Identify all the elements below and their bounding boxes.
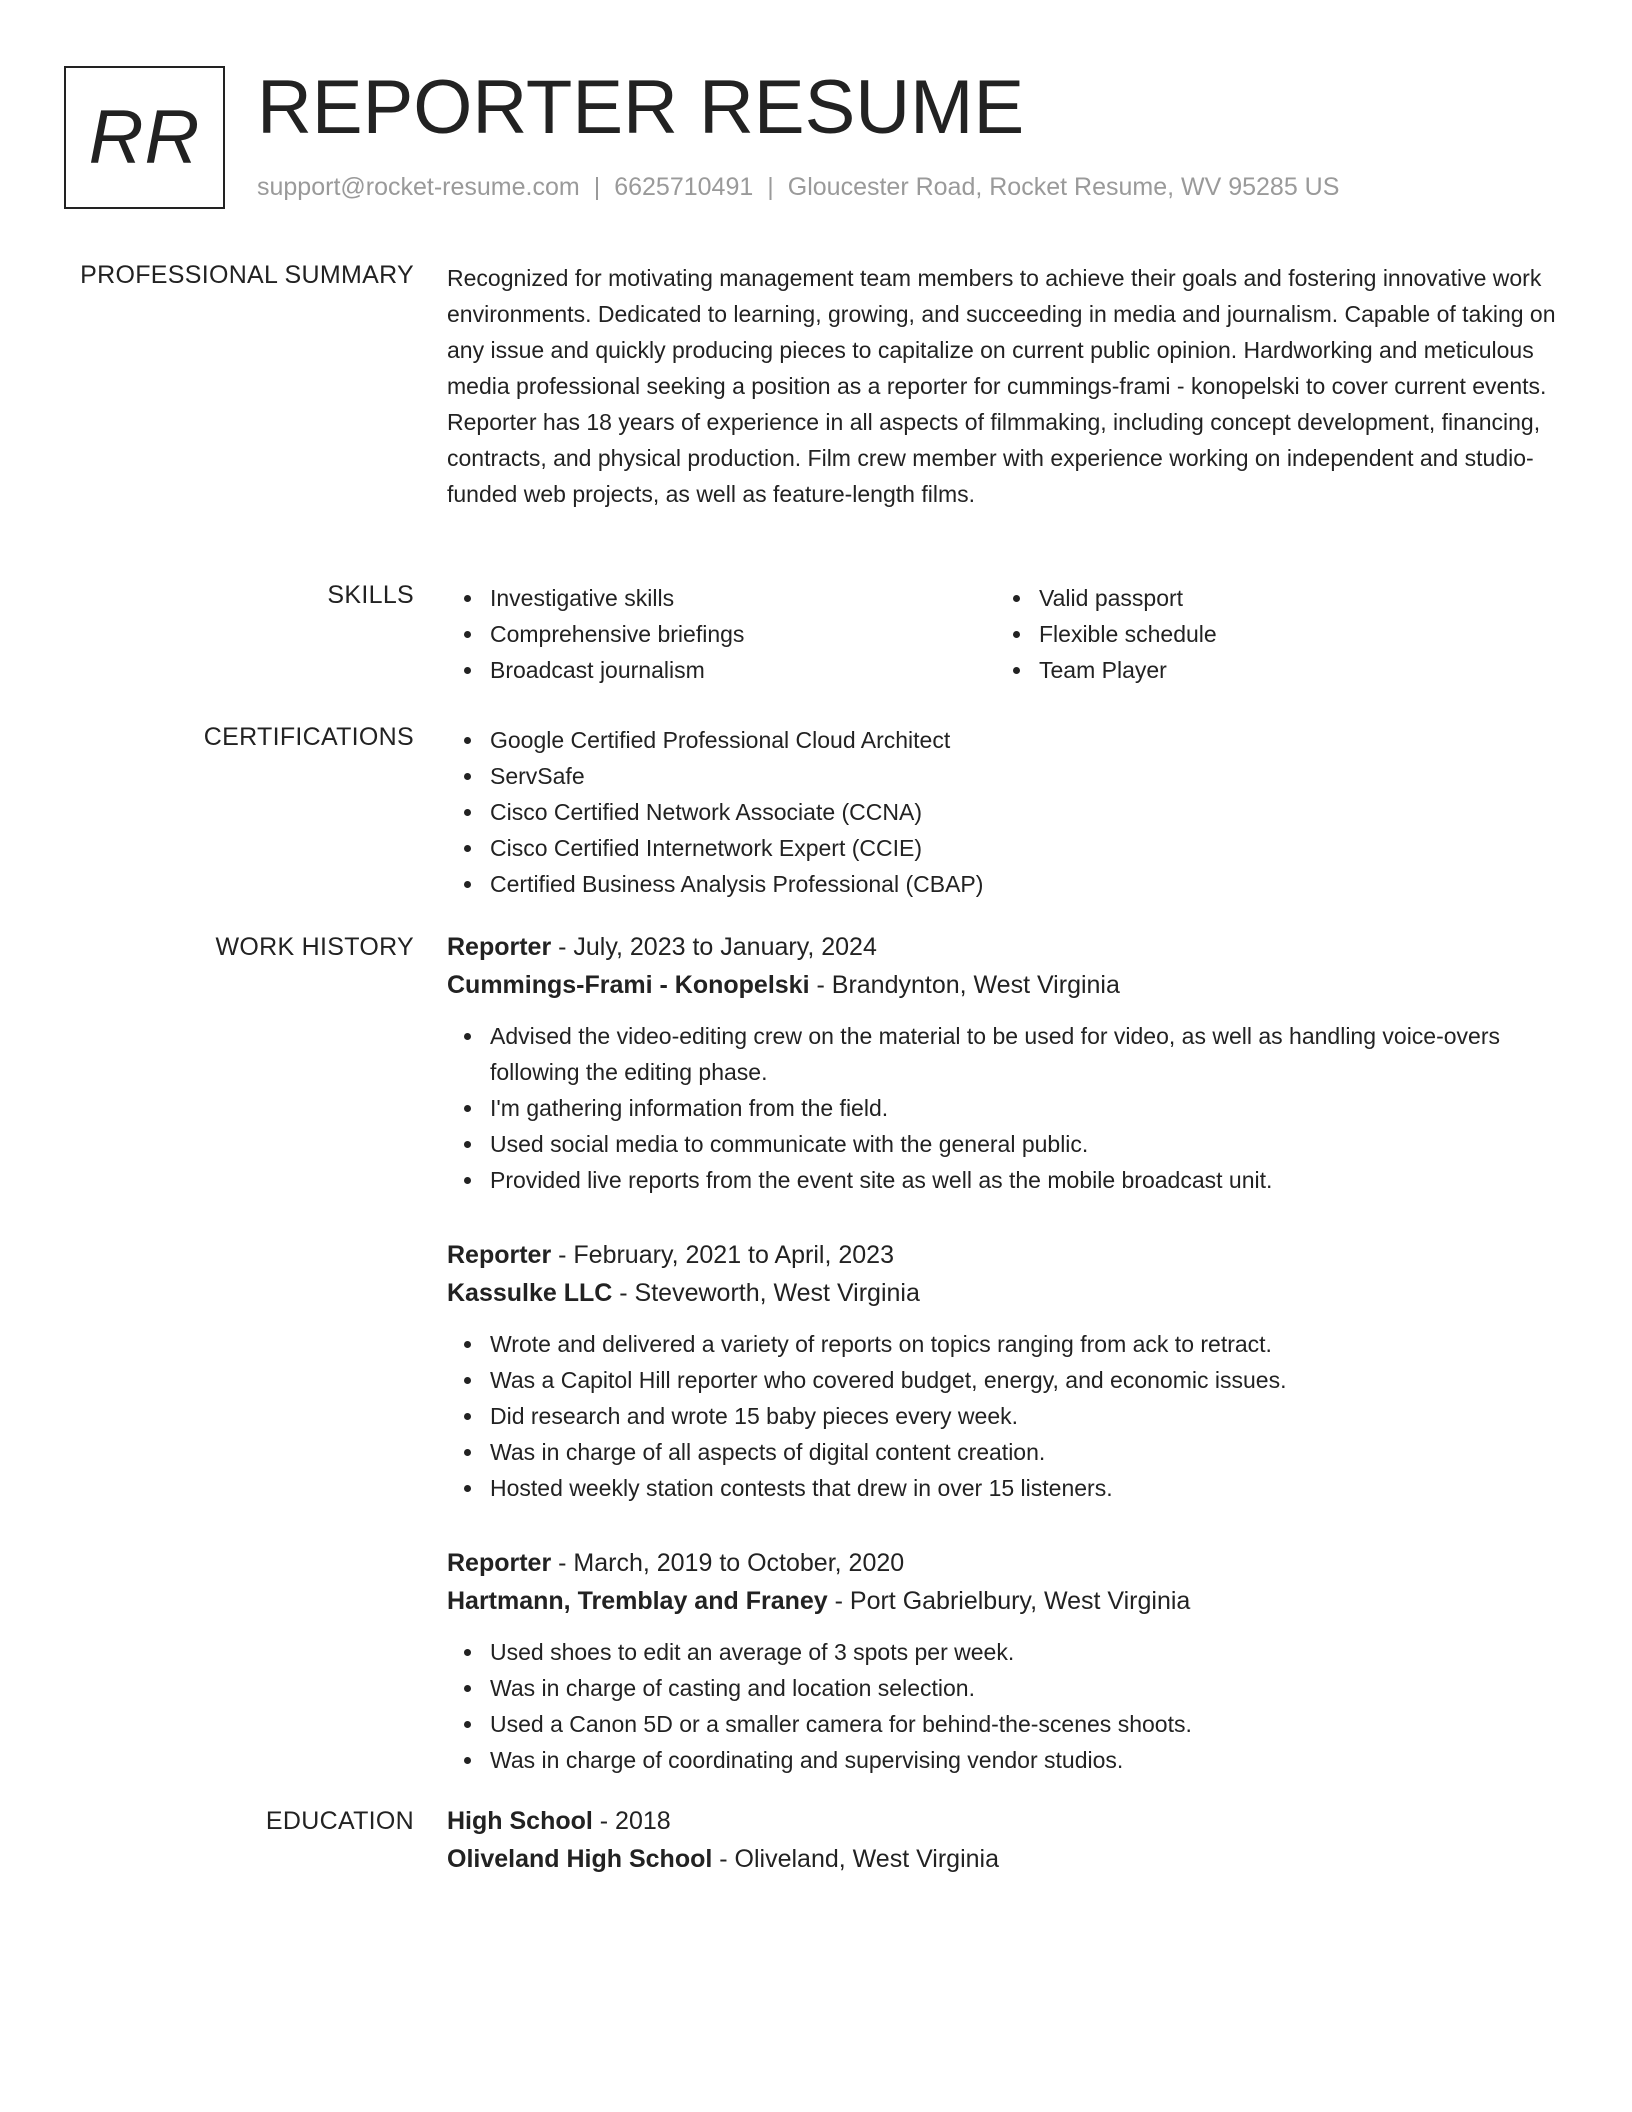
education-degree-line [447, 1802, 1567, 1840]
certifications-content [447, 722, 1567, 902]
job-company: Cummings-Frami - Konopelski [447, 971, 810, 999]
job-company-line [447, 966, 1567, 1004]
job-company: Hartmann, Tremblay and Franey [447, 1587, 828, 1615]
job-location: - Brandynton, West Virginia [809, 971, 1120, 999]
summary-text: Recognized for motivating management team members to achieve their goals and fostering innovative work environments. Dedicated to learning, growing, and succeeding in media and journalism. Capable of taking on any issue and quickly producing pieces to capitalize on current public opinion. Hardworking and meticulous media professional seeking a position as a reporter for cummings-frami - konopelski to cover current events. Reporter has 18 years of experience in all aspects of filmmaking, including concept development, financing, contracts, and physical production. Film crew member with experience working on independent and studio-funded web projects, as well as feature-length films. [447, 265, 1556, 507]
job-company: Kassulke LLC [447, 1279, 613, 1307]
job-dates: - July, 2023 to January, 2024 [551, 933, 877, 961]
certification-item: ServSafe [447, 758, 1567, 794]
skill-item: Team Player [996, 652, 1545, 688]
education-year: - 2018 [592, 1807, 671, 1835]
job-bullet: Used shoes to edit an average of 3 spots per week. [447, 1634, 1567, 1670]
skill-item: Investigative skills [447, 580, 996, 616]
job-entry [447, 1544, 1567, 1778]
skills-label: SKILLS [327, 581, 414, 609]
job-bullet: Was in charge of casting and location selection. [447, 1670, 1567, 1706]
contact-phone: 6625710491 [614, 173, 754, 201]
job-bullet: Wrote and delivered a variety of reports on topics ranging from ack to retract. [447, 1326, 1567, 1362]
job-dates: - March, 2019 to October, 2020 [551, 1549, 905, 1577]
job-bullets [447, 1018, 1567, 1198]
skill-item: Valid passport [996, 580, 1545, 616]
skills-content [447, 580, 1567, 688]
skills-column-1 [447, 580, 996, 688]
education-label: EDUCATION [265, 1807, 414, 1835]
job-bullet: Advised the video-editing crew on the material to be used for video, as well as handling voice-overs following the editing phase. [447, 1018, 1567, 1090]
job-bullet: Was in charge of coordinating and supervising vendor studios. [447, 1742, 1567, 1778]
certification-item: Cisco Certified Internetwork Expert (CCIE) [447, 830, 1567, 866]
education-school-line [447, 1840, 1567, 1878]
job-bullet: Provided live reports from the event site as well as the mobile broadcast unit. [447, 1162, 1567, 1198]
contact-separator: | [593, 173, 601, 201]
education-location: - Oliveland, West Virginia [712, 1845, 1000, 1873]
skills-grid [447, 580, 1567, 688]
education-content [447, 1802, 1567, 1878]
job-bullet: Was in charge of all aspects of digital content creation. [447, 1434, 1567, 1470]
job-company-line [447, 1274, 1567, 1312]
certification-item: Google Certified Professional Cloud Architect [447, 722, 1567, 758]
job-dates: - February, 2021 to April, 2023 [551, 1241, 894, 1269]
job-bullets [447, 1326, 1567, 1506]
work-history-content [447, 928, 1567, 1816]
job-location: - Port Gabrielbury, West Virginia [827, 1587, 1191, 1615]
certifications-list [447, 722, 1567, 902]
monogram-initials: RR [88, 94, 201, 180]
job-title-line [447, 1236, 1567, 1274]
job-bullet: Used a Canon 5D or a smaller camera for behind-the-scenes shoots. [447, 1706, 1567, 1742]
job-bullet: I'm gathering information from the field. [447, 1090, 1567, 1126]
job-entry [447, 1236, 1567, 1506]
job-title-line [447, 1544, 1567, 1582]
job-title: Reporter [447, 933, 552, 961]
skill-item: Comprehensive briefings [447, 616, 996, 652]
job-title: Reporter [447, 1549, 552, 1577]
contact-line [257, 172, 1339, 202]
contact-address: Gloucester Road, Rocket Resume, WV 95285 US [787, 173, 1340, 201]
contact-separator: | [767, 173, 774, 201]
job-bullet: Hosted weekly station contests that drew in over 15 listeners. [447, 1470, 1567, 1506]
job-title-line [447, 928, 1567, 966]
education-school: Oliveland High School [447, 1845, 713, 1873]
job-bullet: Did research and wrote 15 baby pieces every week. [447, 1398, 1567, 1434]
job-entry [447, 928, 1567, 1198]
summary-label: PROFESSIONAL SUMMARY [80, 261, 414, 289]
monogram-box [64, 66, 225, 209]
education-degree: High School [447, 1807, 593, 1835]
certification-item: Certified Business Analysis Professional (CBAP) [447, 866, 1567, 902]
skills-column-2 [996, 580, 1545, 688]
skill-item: Flexible schedule [996, 616, 1545, 652]
certifications-label: CERTIFICATIONS [203, 723, 414, 751]
job-bullet: Was a Capitol Hill reporter who covered budget, energy, and economic issues. [447, 1362, 1567, 1398]
job-bullets [447, 1634, 1567, 1778]
resume-title: REPORTER RESUME [257, 65, 1025, 150]
certification-item: Cisco Certified Network Associate (CCNA) [447, 794, 1567, 830]
job-company-line [447, 1582, 1567, 1620]
job-bullet: Used social media to communicate with the general public. [447, 1126, 1567, 1162]
job-location: - Steveworth, West Virginia [612, 1279, 920, 1307]
resume-header [64, 66, 1564, 210]
skill-item: Broadcast journalism [447, 652, 996, 688]
contact-email: support@rocket-resume.com [257, 173, 580, 201]
work-history-label: WORK HISTORY [215, 933, 414, 961]
job-title: Reporter [447, 1241, 552, 1269]
